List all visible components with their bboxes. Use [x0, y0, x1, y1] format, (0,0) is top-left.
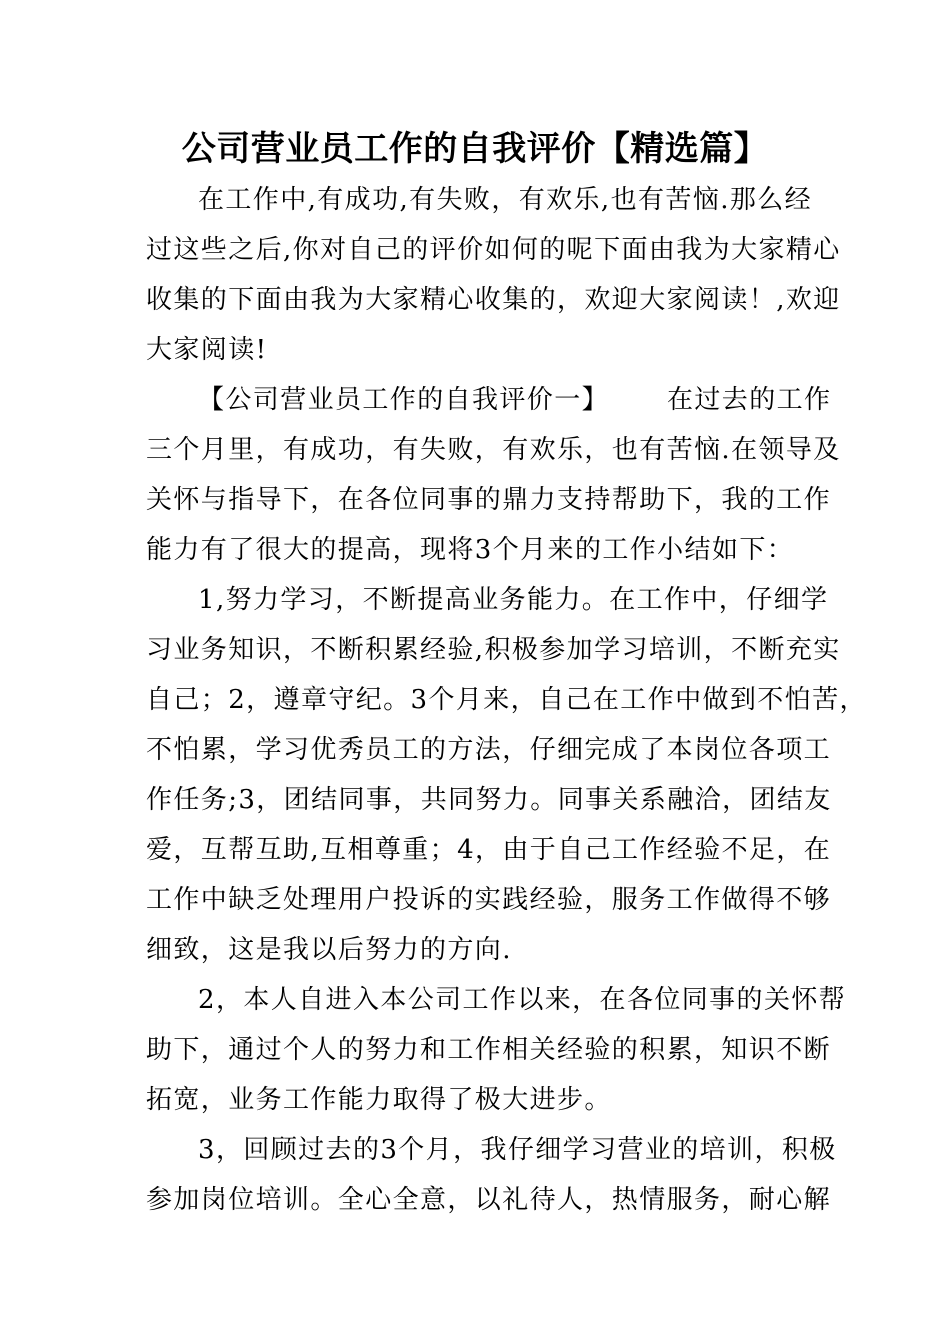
- body-line: 习业务知识，不断积累经验,积极参加学习培训，不断充实: [146, 635, 841, 665]
- body-line: 拓宽，业务工作能力取得了极大进步。: [146, 1085, 612, 1115]
- body-line: 工作中缺乏处理用户投诉的实践经验，服务工作做得不够: [146, 885, 832, 915]
- body-line: 过这些之后,你对自己的评价如何的呢下面由我为大家精心: [146, 235, 841, 265]
- body-line: 收集的下面由我为大家精心收集的，欢迎大家阅读！,欢迎: [146, 285, 841, 315]
- body-line: 能力有了很大的提高，现将3个月来的工作小结如下：: [146, 535, 795, 565]
- body-line: 自己；2，遵章守纪。3个月来，自己在工作中做到不怕苦，: [146, 685, 867, 715]
- document-title: 公司营业员工作的自我评价【精选篇】: [181, 129, 769, 169]
- body-line: 在工作中,有成功,有失败，有欢乐,也有苦恼.那么经: [198, 185, 813, 215]
- body-line: 细致，这是我以后努力的方向.: [146, 935, 512, 965]
- body-line: 大家阅读!: [146, 335, 268, 365]
- body-line: 爱，互帮互助,互相尊重；4，由于自己工作经验不足，在: [146, 835, 832, 865]
- body-line: 三个月里，有成功，有失败，有欢乐，也有苦恼.在领导及: [146, 435, 841, 465]
- body-line: 3，回顾过去的3个月，我仔细学习营业的培训，积极: [198, 1135, 837, 1165]
- body-line: 2，本人自进入本公司工作以来，在各位同事的关怀帮: [198, 985, 847, 1015]
- body-line: 不怕累，学习优秀员工的方法，仔细完成了本岗位各项工: [146, 735, 832, 765]
- body-line: 作任务;3，团结同事，共同努力。同事关系融洽，团结友: [146, 785, 832, 815]
- body-line: 参加岗位培训。全心全意，以礼待人，热情服务，耐心解: [146, 1185, 832, 1215]
- body-line: 1,努力学习，不断提高业务能力。在工作中，仔细学: [198, 585, 829, 615]
- body-line: 关怀与指导下，在各位同事的鼎力支持帮助下，我的工作: [146, 485, 832, 515]
- section-heading-line: 【公司营业员工作的自我评价一】 在过去的工作: [198, 385, 832, 415]
- body-line: 助下，通过个人的努力和工作相关经验的积累，知识不断: [146, 1035, 832, 1065]
